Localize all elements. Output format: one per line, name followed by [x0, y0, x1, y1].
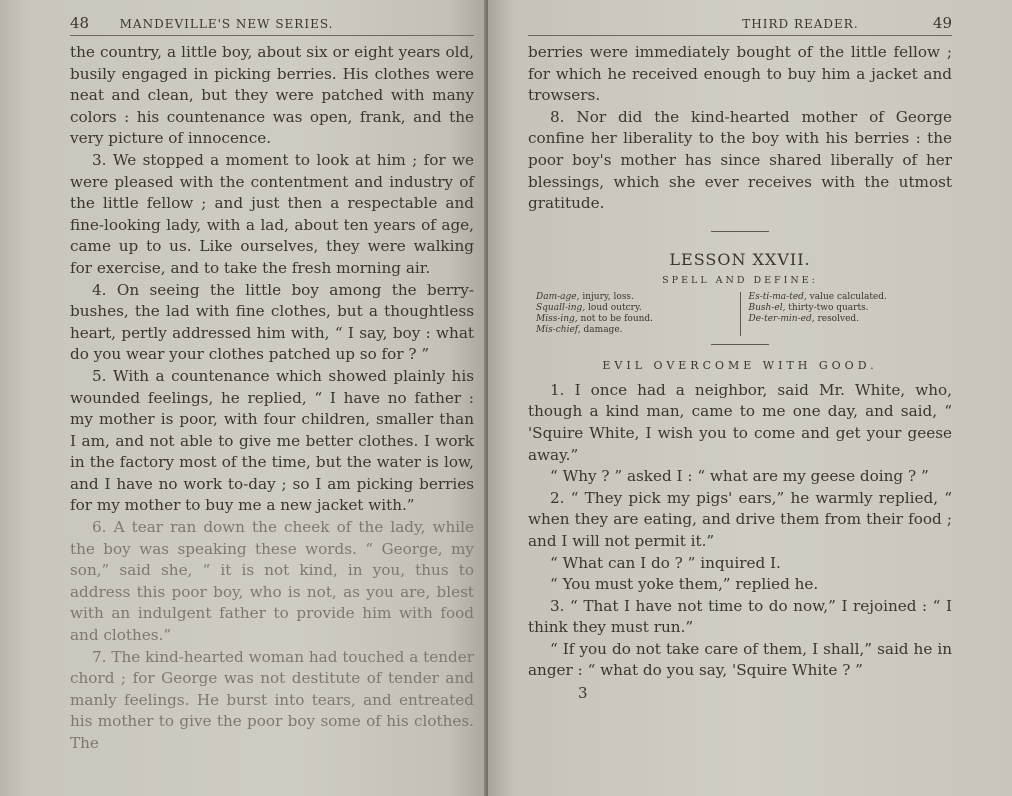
right-running-head [528, 14, 952, 36]
story-paragraph-5: “ You must yoke them,” replied he. [550, 575, 819, 594]
divider-rule-bottom [711, 344, 769, 345]
story-paragraph-3: 2. “ They pick my pigs' ears,” he warmly replied, “ when they are eating, and drive them from their food ; and I will not permit it.” [528, 488, 952, 550]
right-header-title: THIRD READER. [742, 17, 859, 31]
left-page [0, 0, 488, 796]
left-paragraph-2: 3. We stopped a moment to look at him ; for we were pleased with the contentment and industry of the little fellow ; and just then a respectable and fine-looking lady, with a lad, about ten years of age, came up to us. Like ourselves, they were walking for exercise, and to take the fresh morning air. [70, 150, 474, 277]
definition-item: Miss-ing, not to be found. [536, 313, 654, 324]
right-paragraph-1: berries were immediately bought of the little fellow ; for which he received enough to buy him a jacket and trowsers. [528, 43, 952, 105]
left-header-title: MANDEVILLE'S NEW SERIES. [119, 17, 334, 31]
definitions-table [528, 292, 952, 336]
definition-item: De-ter-min-ed, resolved. [748, 313, 860, 324]
story-paragraph-1: 1. I once had a neighbor, said Mr. White, who, though a kind man, came to me one day, and said, “ 'Squire White, I wish you to come and get your geese away.” [528, 380, 952, 464]
right-paragraph-2: 8. Nor did the kind-hearted mother of George confine her liberality to the boy with his berries : the poor boy's mother has since shared liberally of her blessings, which she ever receives with the utmost gratitude. [528, 107, 952, 213]
definition-item: Dam-age, injury, loss. [536, 291, 634, 302]
story-paragraph-4: “ What can I do ? ” inquired I. [550, 553, 781, 572]
lesson-title: LESSON XXVII. [669, 249, 811, 269]
story-paragraph-6: 3. “ That I have not time to do now,” I rejoined : “ I think they must run.” [528, 596, 952, 637]
definitions-column-left [528, 292, 740, 336]
spell-define-heading: SPELL AND DEFINE: [662, 274, 818, 286]
right-page-number: 49 [932, 14, 952, 32]
signature-mark: 3 [578, 684, 588, 703]
definition-item: Es-ti-ma-ted, value calculated. [748, 291, 887, 302]
definitions-column-right [740, 292, 953, 336]
story-title: EVIL OVERCOME WITH GOOD. [602, 358, 878, 372]
left-running-head [70, 14, 474, 36]
left-paragraph-6: 7. The kind-hearted woman had touched a tender chord ; for George was not destitute of tender and manly feelings. He burst into tears, and entreated his mother to give the poor boy some of his clothes. The [70, 647, 474, 752]
story-paragraph-2: “ Why ? ” asked I : “ what are my geese doing ? ” [550, 467, 929, 486]
left-paragraph-3: 4. On seeing the little boy among the berry-bushes, the lad with fine clothes, but a thoughtless heart, pertly addressed him with, “ I say, boy : what do you wear your clothes patched up so for ? ” [70, 280, 474, 364]
story-paragraph-7: “ If you do not take care of them, I shall,” said he in anger : “ what do you say, 'Squire White ? ” [528, 639, 952, 680]
left-page-number: 48 [70, 14, 90, 32]
definition-item: Bush-el, thirty-two quarts. [748, 302, 869, 313]
left-paragraph-4: 5. With a countenance which showed plainly his wounded feelings, he replied, “ I have no father : my mother is poor, with four children, smaller than I am, and not able to give me better clothes. I work in the factory most of the time, but the water is low, and I have no work to-day ; so I am picking berries for my mother to buy me a new jacket with.” [70, 366, 474, 515]
definition-item: Squall-ing, loud outcry. [536, 302, 642, 313]
divider-rule-top [711, 231, 769, 232]
left-paragraph-1: the country, a little boy, about six or eight years old, busily engaged in picking berries. His clothes were neat and clean, but they were patched with many colors : his countenance was open, frank, and the very picture of innocence. [70, 43, 474, 148]
definition-item: Mis-chief, damage. [536, 324, 623, 335]
left-paragraph-5: 6. A tear ran down the cheek of the lady, while the boy was speaking these words. “ George, my son,” said she, “ it is not kind, in you, thus to address this poor boy, who is not, as you are, blest with an indulgent father to provide him with food and clothes.” [70, 518, 474, 645]
right-page [488, 0, 1012, 796]
